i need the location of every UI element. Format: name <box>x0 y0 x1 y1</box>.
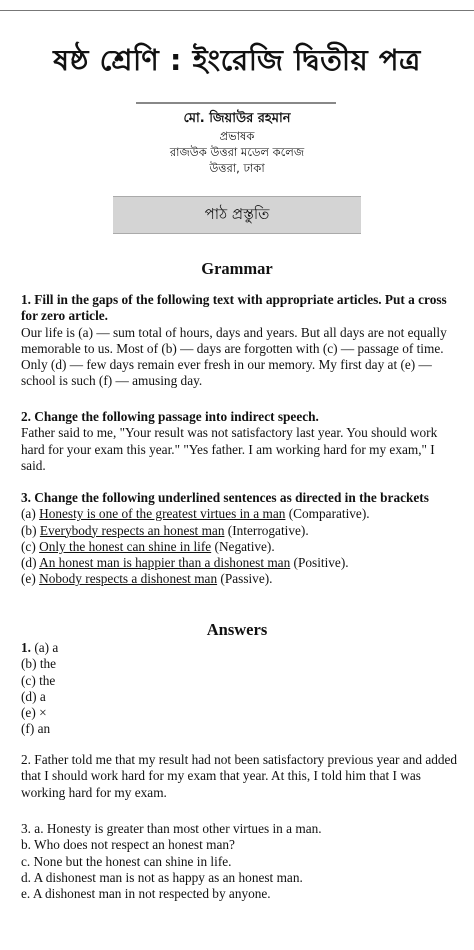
answer-1-item: (f) an <box>21 721 51 737</box>
answer-1-item: (a) a <box>34 640 59 655</box>
item-direction: (Passive). <box>217 571 273 587</box>
answer-2 <box>21 752 461 801</box>
grammar-heading: Grammar <box>201 259 273 278</box>
answer-1-line <box>21 640 461 656</box>
question-3-item <box>21 523 461 539</box>
section-banner <box>113 196 361 234</box>
author-designation: প্রভাষক <box>219 129 255 143</box>
item-direction: (Negative). <box>211 538 275 554</box>
answers-heading: Answers <box>206 620 268 639</box>
answer-3-line: d. A dishonest man is not as happy as an honest man. <box>21 869 303 885</box>
question-3-item <box>21 571 461 587</box>
answer-1 <box>21 640 461 738</box>
answer-3-line: b. Who does not respect an honest man? <box>21 837 235 853</box>
item-direction: (Interrogative). <box>224 522 309 538</box>
answer-1-item: (e) × <box>21 705 47 721</box>
question-3-item <box>21 506 461 522</box>
author-name: মো. জিয়াউর রহমান <box>183 111 291 126</box>
item-label: (c) <box>21 538 40 554</box>
item-label: (d) <box>21 555 40 571</box>
answer-3-line: c. None but the honest can shine in life. <box>21 853 232 869</box>
question-3-item <box>21 539 461 555</box>
answer-1-number: 1. <box>21 640 31 655</box>
banner-label: পাঠ প্রস্তুতি <box>204 204 270 223</box>
question-3-title: 3. Change the following underlined sentences as directed in the brackets <box>21 490 429 505</box>
item-label: (e) <box>21 571 40 587</box>
question-2-body: Father said to me, "Your result was not satisfactory last year. You should work hard for your exam this year." "Yes father. I am working hard for my exam," I said. <box>21 425 438 473</box>
underlined-sentence: Nobody respects a dishonest man <box>39 571 218 587</box>
answer-1-item: (b) the <box>21 656 57 672</box>
answer-1-item: (d) a <box>21 688 46 704</box>
question-1 <box>21 292 461 390</box>
underlined-sentence: Honesty is one of the greatest virtues in a man <box>39 506 286 522</box>
item-label: (a) <box>21 506 40 522</box>
question-2 <box>21 409 461 474</box>
title-divider <box>136 102 336 104</box>
question-2-title: 2. Change the following passage into indirect speech. <box>21 409 319 424</box>
top-rule <box>0 10 474 11</box>
answer-3-line: e. A dishonest man in not respected by anyone. <box>21 886 271 902</box>
underlined-sentence: Everybody respects an honest man <box>39 522 225 538</box>
item-direction: (Positive). <box>290 555 349 571</box>
question-1-title: 1. Fill in the gaps of the following text with appropriate articles. Put a cross for zero article. <box>21 292 447 324</box>
question-3 <box>21 490 461 588</box>
question-1-body: Our life is (a) — sum total of hours, days and years. But all days are not equally memorable to us. Most of (b) — days are forgotten with (c) — passage of time. Only (d) — few days remain ever fresh in our memory. My first day at (e) — school is such (f) — amusing day. <box>21 324 447 389</box>
author-byline <box>0 110 474 176</box>
underlined-sentence: Only the honest can shine in life <box>39 538 212 554</box>
answer-3-line: 3. a. Honesty is greater than most other virtues in a man. <box>21 821 322 836</box>
author-institution: রাজউক উত্তরা মডেল কলেজ <box>169 145 305 159</box>
item-label: (b) <box>21 522 40 538</box>
item-direction: (Comparative). <box>285 506 370 522</box>
answer-2-body: 2. Father told me that my result had not been satisfactory previous year and added that I should work hard for my exam that year. At this, I told him that I was working hard for my exam. <box>21 752 458 800</box>
author-location: উত্তরা, ঢাকা <box>209 161 265 175</box>
underlined-sentence: An honest man is happier than a dishonest man <box>39 555 291 571</box>
question-3-item <box>21 555 461 571</box>
page-title: ষষ্ঠ শ্রেণি : ইংরেজি দ্বিতীয় পত্র <box>53 43 421 77</box>
answer-1-item: (c) the <box>21 672 56 688</box>
answer-3 <box>21 821 461 902</box>
